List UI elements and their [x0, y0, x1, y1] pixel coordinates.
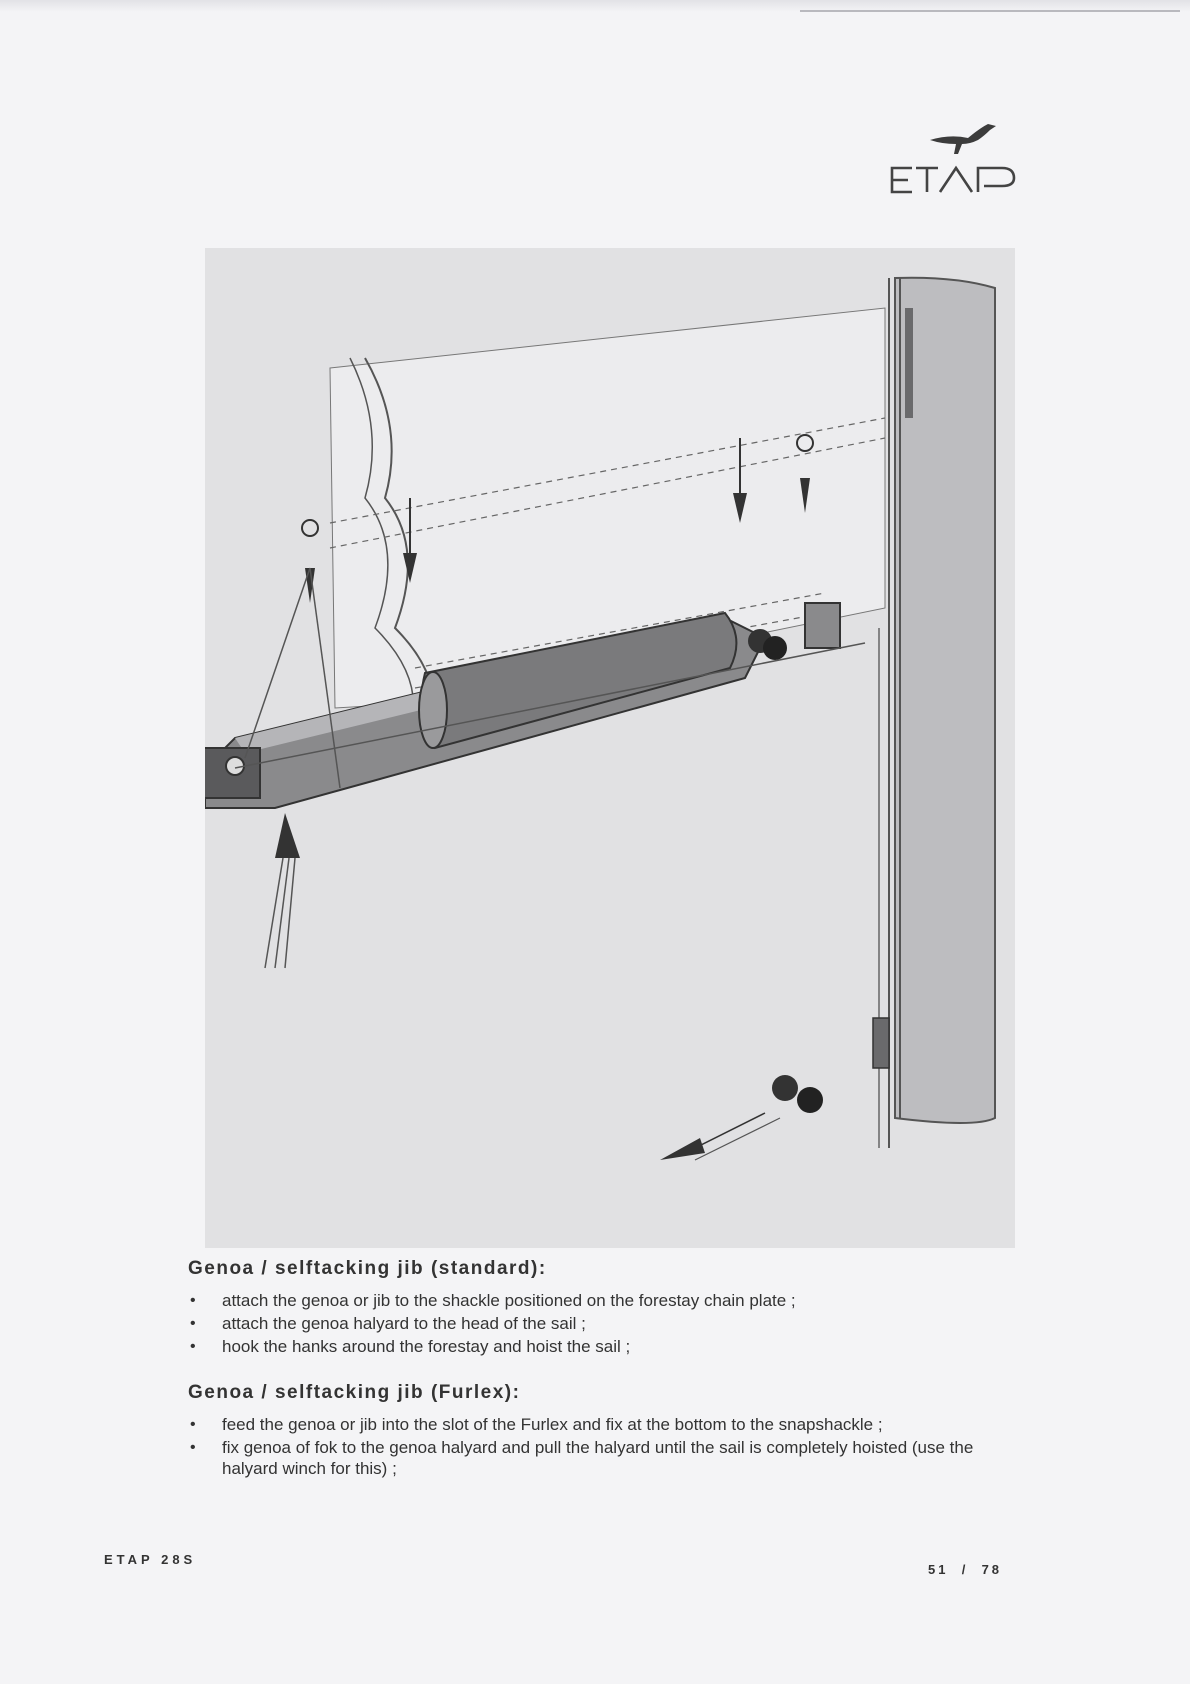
illustration-graphic	[205, 248, 1015, 1248]
bullet-list	[188, 1290, 1028, 1357]
section-standard	[188, 1258, 1028, 1359]
footer-model: ETAP 28S	[104, 1552, 197, 1567]
section-furlex	[188, 1382, 1028, 1481]
etap-logo	[880, 120, 1030, 210]
list-item: • attach the genoa or jib to the shackle positioned on the forestay chain plate ;	[188, 1290, 1028, 1311]
page-current: 51	[928, 1562, 949, 1577]
list-item: • fix genoa of fok to the genoa halyard and pull the halyard until the sail is completely hoisted (use the halyard winch for this) ;	[188, 1437, 1028, 1479]
page-number	[928, 1562, 1002, 1577]
header-rule	[800, 10, 1180, 12]
bullet-list	[188, 1414, 1028, 1479]
list-item: • hook the hanks around the forestay and hoist the sail ;	[188, 1336, 1028, 1357]
list-item: • feed the genoa or jib into the slot of the Furlex and fix at the bottom to the snapshackle ;	[188, 1414, 1028, 1435]
etap-logo-graphic	[880, 120, 1030, 210]
page-total: 78	[981, 1562, 1003, 1577]
section-title: Genoa / selftacking jib (Furlex):	[188, 1382, 521, 1403]
section-title: Genoa / selftacking jib (standard):	[188, 1258, 547, 1279]
boom-furling-illustration	[205, 248, 1015, 1248]
list-item: • attach the genoa halyard to the head of the sail ;	[188, 1313, 1028, 1334]
page-separator: /	[961, 1562, 969, 1577]
